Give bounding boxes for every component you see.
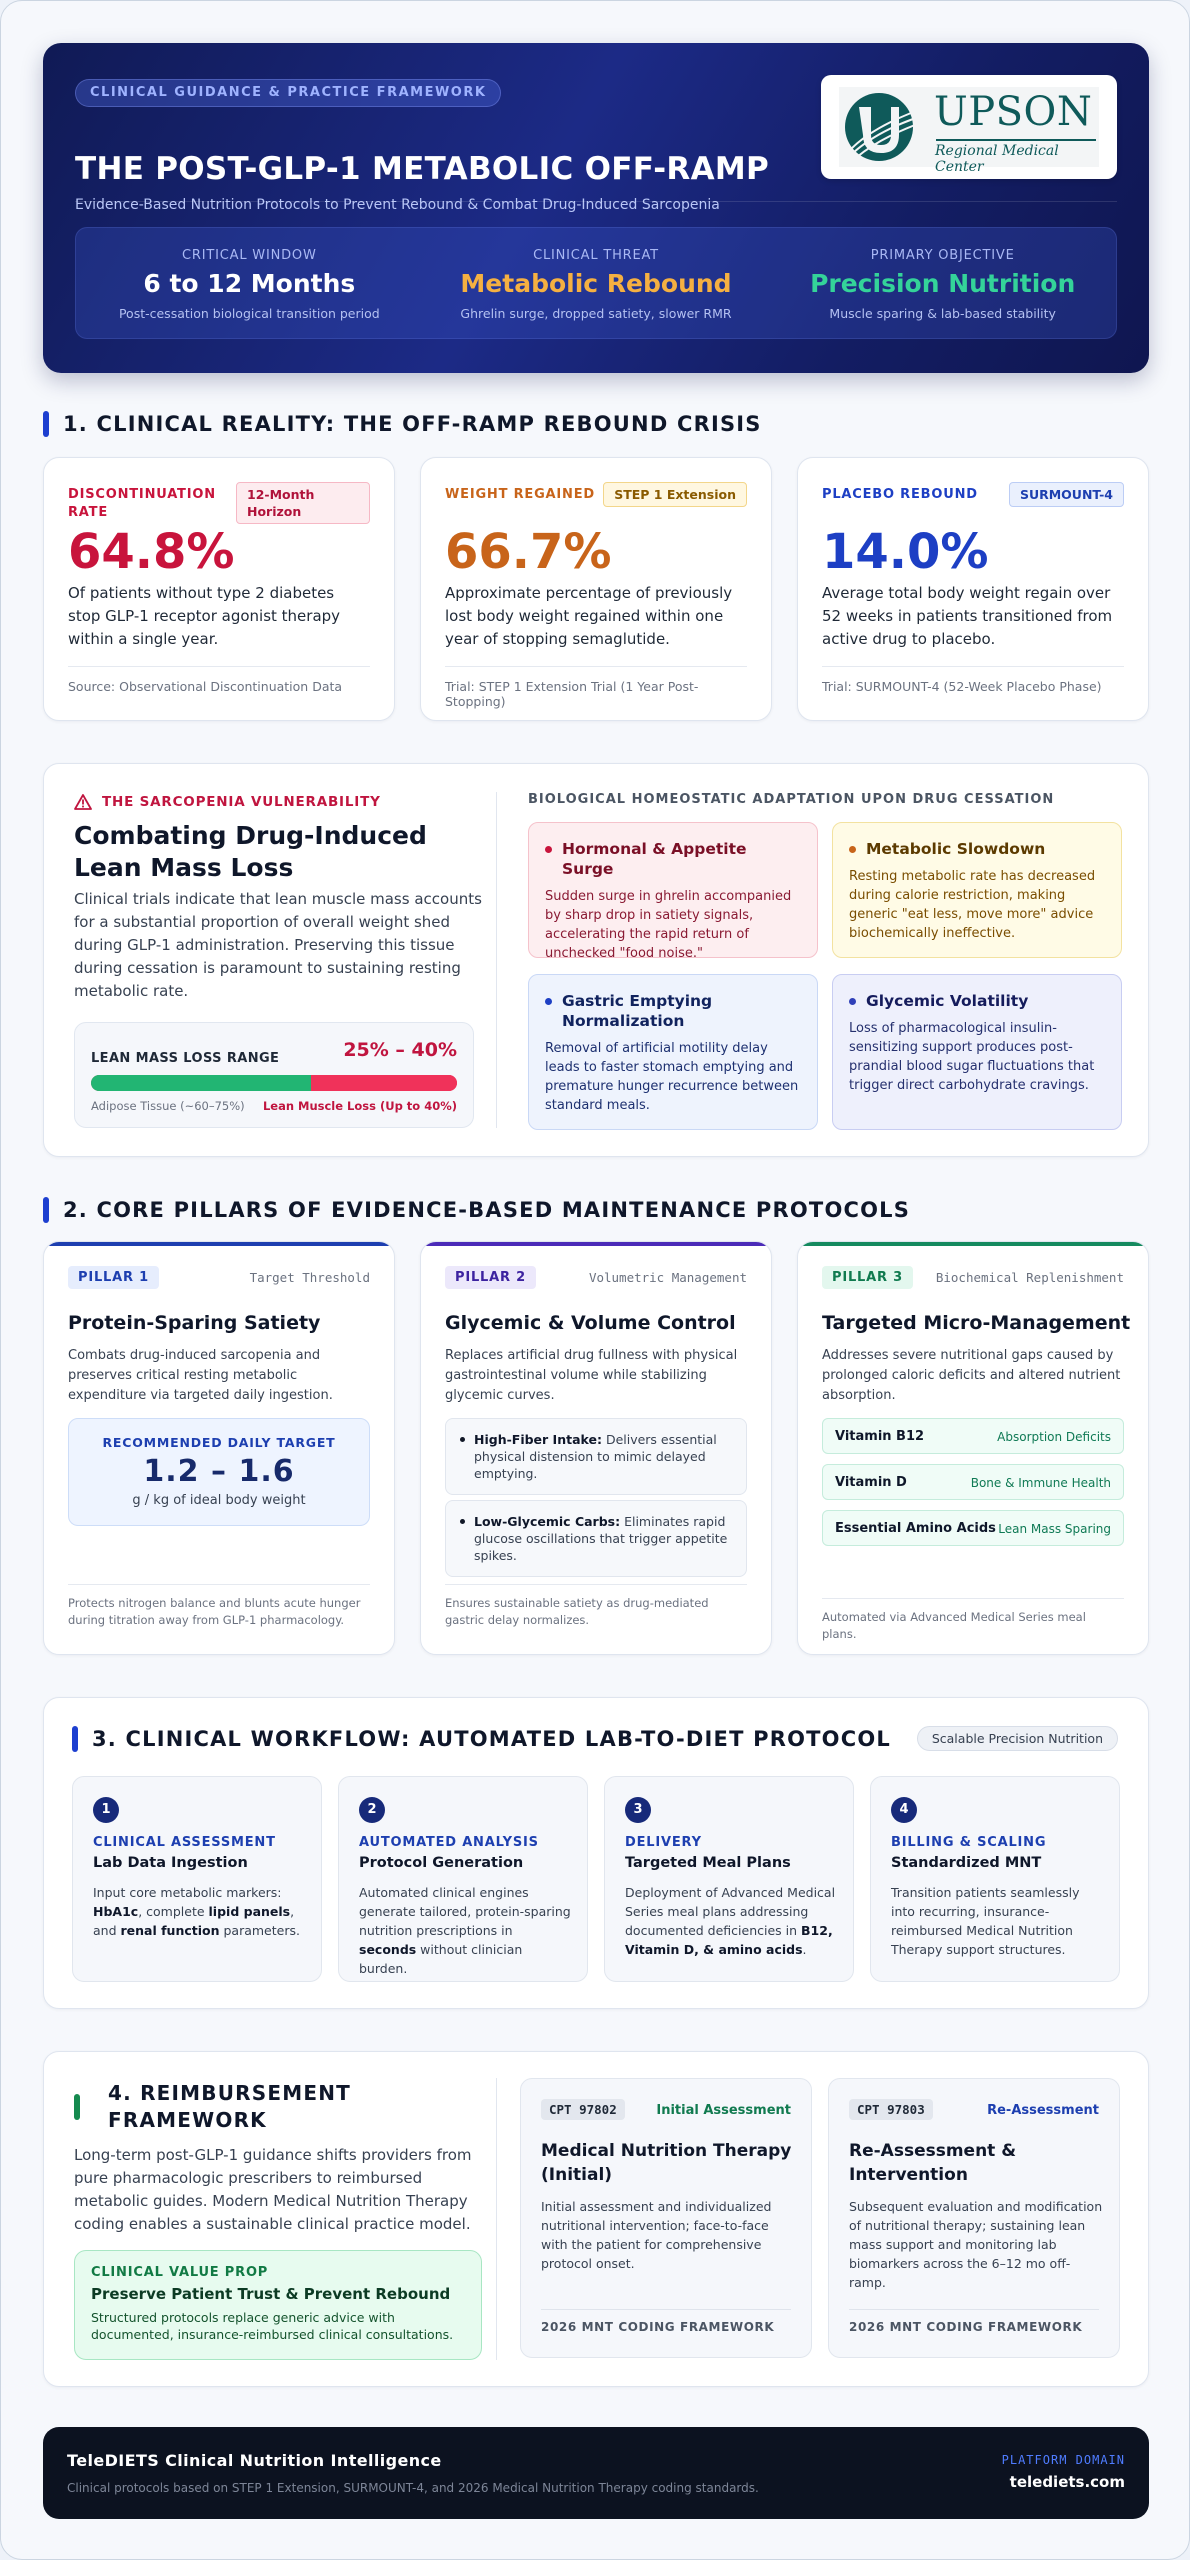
protein-target-value: 1.2 – 1.6 [143,1454,295,1489]
page-title: THE POST-GLP-1 METABOLIC OFF-RAMP [75,151,770,187]
pillar-tag: PILLAR 1 [68,1266,159,1289]
lean-mass-range-bar [91,1075,457,1091]
bio-card-hormonal: Hormonal & Appetite Surge Sudden surge in ghrelin accompanied by sharp drop in satiety signals, accelerating the rapid return of unchecked "food noise." [528,822,818,958]
cpt-code: CPT 97803 [849,2099,933,2120]
section-1-heading: 1. CLINICAL REALITY: THE OFF-RAMP REBOUND CRISIS [43,411,762,437]
cpt-card-97802: CPT 97802 Initial Assessment Medical Nutrition Therapy (Initial) Initial assessment and individualized nutritional intervention; face-to-face with the patient for comprehensive protocol onset. 2026 MNT CODING FRAMEWORK [520,2078,812,2358]
upson-logo-mark-icon [841,89,921,165]
cpt-card-97803: CPT 97803 Re-Assessment Re-Assessment & Intervention Subsequent evaluation and modification of nutritional therapy; sustaining lean mass support and monitoring lab biomarkers across the 6–12 mo off-ramp. 2026 MNT CODING FRAMEWORK [828,2078,1120,2358]
hero-pill: CLINICAL GUIDANCE & PRACTICE FRAMEWORK [75,79,501,107]
bio-card-gastric: Gastric Emptying Normalization Removal of artificial motility delay leads to faster stomach emptying and premature hunger recurrence between standard meals. [528,974,818,1130]
pillar-card-micro: PILLAR 3 Biochemical Replenishment Targeted Micro-Management Addresses severe nutritional gaps caused by prolonged caloric deficits and altered nutrient absorption. Vitamin B12 Absorption Deficits Vitamin D Bone & Immune Health Essential Amino Acids Lean Mass Sparing Automated via Advanced Medical Series meal plans. [797,1241,1149,1655]
reimbursement-body: Long-term post-GLP-1 guidance shifts providers from pure pharmacologic prescribers to reimbursed metabolic guides. Modern Medical Nutrition Therapy coding enables a sustainable clinical practice model. [74,2146,472,2233]
lean-mass-range: LEAN MASS LOSS RANGE 25% – 40% Adipose Tissue (~60–75%) Lean Muscle Loss (Up to 40%) [74,1022,474,1128]
metric-primary-objective: PRIMARY OBJECTIVE Precision Nutrition Muscle sparing & lab-based stability [810,248,1076,321]
pillar-title: Protein-Sparing Satiety [68,1312,321,1334]
workflow-step-3: 3 DELIVERY Targeted Meal Plans Deployment of Advanced Medical Series meal plans addressing documented deficiencies in B12, Vitamin D, & amino acids. [604,1776,854,1982]
cpt-code: CPT 97802 [541,2099,625,2120]
pillar-tag: PILLAR 3 [822,1266,913,1289]
value-prop: CLINICAL VALUE PROP Preserve Patient Trust & Prevent Rebound Structured protocols replace generic advice with documented, insurance-reimbursed clinical consultations. [74,2250,482,2360]
stat-value: 14.0% [822,524,989,580]
bio-card-glycemic: Glycemic Volatility Loss of pharmacological insulin-sensitizing support produces post-prandial blood sugar fluctuations that trigger direct carbohydrate cravings. [832,974,1122,1130]
stat-card-placebo-rebound: PLACEBO REBOUND SURMOUNT-4 14.0% Average total body weight regain over 52 weeks in patients transitioned from active drug to placebo. Trial: SURMOUNT-4 (52-Week Placebo Phase) [797,457,1149,721]
pillar-card-protein: PILLAR 1 Target Threshold Protein-Sparing Satiety Combats drug-induced sarcopenia and preserves critical resting metabolic expenditure via targeted daily ingestion. RECOMMENDED DAILY TARGET 1.2 – 1.6 g / kg of ideal body weight Protects nitrogen balance and blunts acute hunger during titration away from GLP-1 pharmacology. [43,1241,395,1655]
hero-banner [43,43,1149,373]
warning-icon [74,794,92,810]
stat-badge: 12-Month Horizon [236,482,370,524]
micro-item: Vitamin B12 Absorption Deficits [822,1418,1124,1454]
footer: TeleDIETS Clinical Nutrition Intelligence Clinical protocols based on STEP 1 Extension, SURMOUNT-4, and 2026 Medical Nutrition Therapy coding standards. PLATFORM DOMAIN telediets.com [43,2427,1149,2519]
section-4-heading: 4. REIMBURSEMENT FRAMEWORK [108,2081,351,2132]
metric-clinical-threat: CLINICAL THREAT Metabolic Rebound Ghrelin surge, dropped satiety, slower RMR [460,248,732,321]
micro-item: Essential Amino Acids Lean Mass Sparing [822,1510,1124,1546]
bio-heading: BIOLOGICAL HOMEOSTATIC ADAPTATION UPON DRUG CESSATION [528,792,1055,807]
step-desc: Deployment of Advanced Medical Series meal plans addressing documented deficiencies in B12, Vitamin D, & amino acids. [625,1885,836,1957]
stat-card-weight-regained: WEIGHT REGAINED STEP 1 Extension 66.7% Approximate percentage of previously lost body weight regained within one year of stopping semaglutide. Trial: STEP 1 Extension Trial (1 Year Post-Stopping) [420,457,772,721]
section-2-heading: 2. CORE PILLARS OF EVIDENCE-BASED MAINTENANCE PROTOCOLS [43,1197,910,1223]
stat-badge: SURMOUNT-4 [1009,482,1124,507]
step-desc: Automated clinical engines generate tailored, protein-sparing nutrition prescriptions in seconds without clinician burden. [359,1885,571,1976]
workflow-step-1: 1 CLINICAL ASSESSMENT Lab Data Ingestion Input core metabolic markers: HbA1c, complete lipid panels, and renal function parameters. [72,1776,322,1982]
stat-value: 64.8% [68,524,235,580]
logo-name: UPSON [934,89,1093,135]
workflow-step-2: 2 AUTOMATED ANALYSIS Protocol Generation Automated clinical engines generate tailored, protein-sparing nutrition prescriptions in seconds without clinician burden. [338,1776,588,1982]
bio-card-metabolic: Metabolic Slowdown Resting metabolic rate has decreased during calorie restriction, making generic "eat less, move more" advice biochemically ineffective. [832,822,1122,958]
pillar-card-glycemic: PILLAR 2 Volumetric Management Glycemic & Volume Control Replaces artificial drug fullness with physical gastrointestinal volume while stabilizing glycemic curves. High-Fiber Intake: Delivers essential physical distension to mimic delayed emptying. Low-Glycemic Carbs: Eliminates rapid glucose oscillations that trigger appetite spikes. Ensures sustainable satiety as drug-mediated gastric delay normalizes. [420,1241,772,1655]
pillar-bullet: Low-Glycemic Carbs: Eliminates rapid glucose oscillations that trigger appetite spikes. [445,1500,747,1577]
stat-value: 66.7% [445,524,612,580]
footer-title: TeleDIETS Clinical Nutrition Intelligence [67,2451,442,2470]
workflow-step-4: 4 BILLING & SCALING Standardized MNT Transition patients seamlessly into recurring, insurance-reimbursed Medical Nutrition Therapy support structures. [870,1776,1120,1982]
pillar-tag: PILLAR 2 [445,1266,536,1289]
page-subtitle: Evidence-Based Nutrition Protocols to Prevent Rebound & Combat Drug-Induced Sarcopenia [75,197,720,213]
lean-muscle-segment [311,1075,457,1091]
metric-critical-window: CRITICAL WINDOW 6 to 12 Months Post-cessation biological transition period [118,248,380,321]
sarcopenia-body: Clinical trials indicate that lean muscle mass accounts for a substantial proportion of overall weight shed during GLP-1 administration. Preserving this tissue during cessation is paramount to sustaining resting metabolic rate. [74,890,482,1000]
upson-logo [821,75,1117,179]
footer-domain-link[interactable]: telediets.com [1009,2473,1125,2491]
section-3-heading: 3. CLINICAL WORKFLOW: AUTOMATED LAB-TO-DIET PROTOCOL [72,1726,891,1752]
workflow-badge: Scalable Precision Nutrition [917,1726,1118,1751]
logo-subtitle: Regional Medical Center [935,143,1059,175]
lean-mass-range-value: 25% – 40% [343,1039,457,1061]
protein-target: RECOMMENDED DAILY TARGET 1.2 – 1.6 g / kg of ideal body weight [68,1418,370,1526]
footer-subtitle: Clinical protocols based on STEP 1 Extension, SURMOUNT-4, and 2026 Medical Nutrition Therapy coding standards. [67,2481,759,2495]
step-desc: Transition patients seamlessly into recurring, insurance-reimbursed Medical Nutrition Therapy support structures. [891,1885,1080,1957]
reimbursement-panel [43,2051,1149,2387]
stat-badge: STEP 1 Extension [603,482,747,507]
pillar-title: Glycemic & Volume Control [445,1312,736,1334]
stat-card-discontinuation: DISCONTINUATION RATE 12-Month Horizon 64.8% Of patients without type 2 diabetes stop GLP-1 receptor agonist therapy within a single year. Source: Observational Discontinuation Data [43,457,395,721]
micro-item: Vitamin D Bone & Immune Health [822,1464,1124,1500]
sarcopenia-panel [43,763,1149,1157]
adipose-segment [91,1075,311,1091]
step-desc: Input core metabolic markers: HbA1c, complete lipid panels, and renal function parameters. [93,1885,300,1938]
sarcopenia-warning: THE SARCOPENIA VULNERABILITY [74,794,381,810]
workflow-panel [43,1697,1149,2009]
pillar-title: Targeted Micro-Management [822,1312,1131,1334]
sarcopenia-title: Combating Drug-Induced Lean Mass Loss [74,821,427,882]
pillar-bullet: High-Fiber Intake: Delivers essential physical distension to mimic delayed emptying. [445,1418,747,1495]
hero-metrics [75,227,1117,339]
